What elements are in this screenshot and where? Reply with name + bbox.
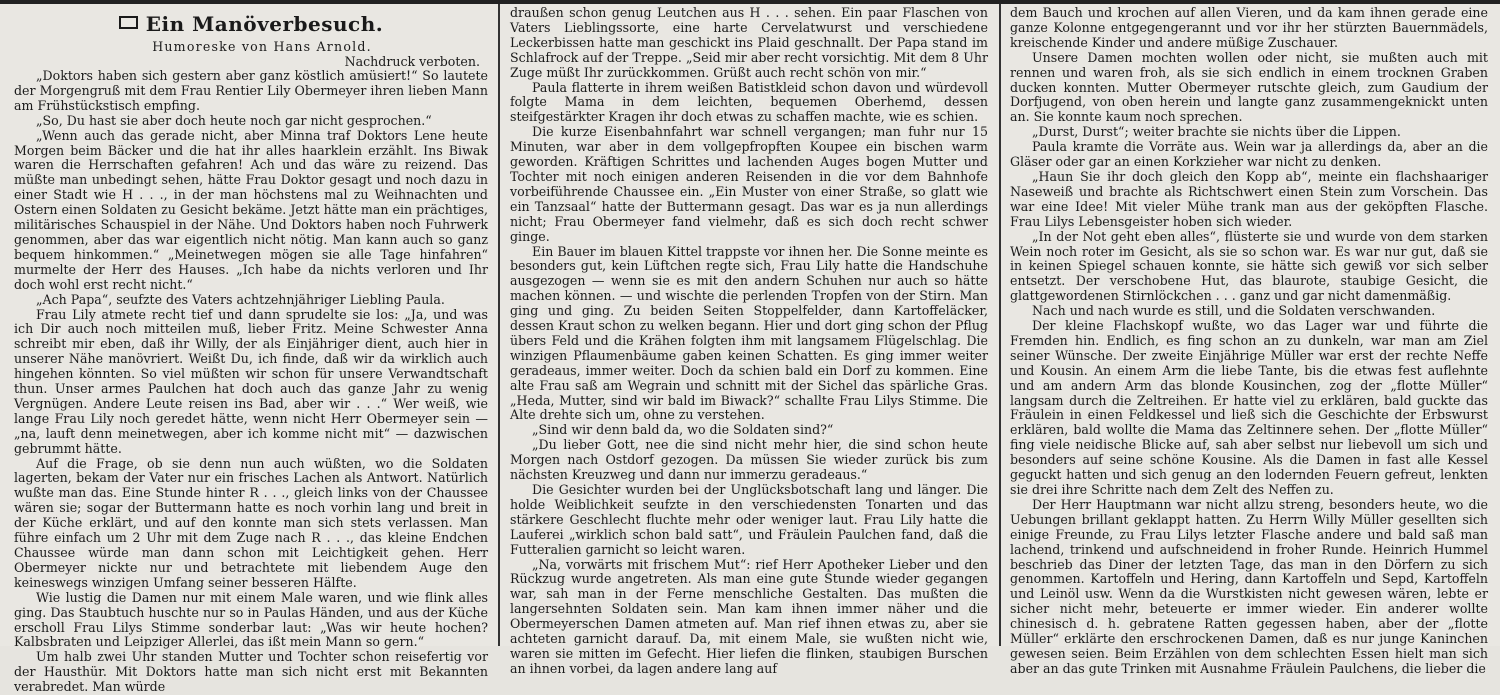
article-subtitle: Humoreske von Hans Arnold. <box>152 39 372 54</box>
paragraph: „Haun Sie ihr doch gleich den Kopp ab“, meinte ein flachshaariger Naseweiß und brachte als Richtschwert einen Stein zum Vorschein. Das war eine Idee! Mit vieler Mühe trank man aus der geköpften Flasche. Frau Lilys Lebensgeister hoben sich wieder. <box>1010 168 1488 229</box>
column-2 <box>510 5 988 676</box>
paragraph: Der kleine Flachskopf wußte, wo das Lager war und führte die Fremden hin. Endlich, es fing schon an zu dunkeln, war man am Ziel seiner Wünsche. Der zweite Einjährige Müller war erst der rechte Neffe und Kousin. An einem Arm die liebe Tante, bis die etwas fest auflehnte und am andern Arm das blonde Kousinchen, zog der „flotte Müller“ langsam durch die Zeltreihen. Er hatte viel zu erklären, bald guckte das Fräulein in einen Feldkessel und ließ sich die Geschichte der Erbswurst erklären, bald wollte die Mama das Zeltinnere sehen. Der „flotte Müller“ fing viele neidische Blicke auf, sah aber selbst nur liebevoll um sich und besonders auf seine schöne Kousine. Als die Damen in fast alle Kessel geguckt hatten und sich genug an den lodernden Feuern gefreut, lenkten sie drei ihre Schritte nach dem Zelt des Neffen zu. <box>1010 318 1488 497</box>
top-rule <box>0 0 1500 4</box>
column-1 <box>14 6 488 695</box>
paragraph: draußen schon genug Leutchen aus H . . . sehen. Ein paar Flaschen von Vaters Lieblingssorte, eine harte Cervelatwurst und verschiedene Leckerbissen hatte man geschickt ins Plaid geschnallt. Der Papa stand im Schlafrock auf der Treppe. „Seid mir aber recht vorsichtig. Mit dem 8 Uhr Zuge müßt Ihr zurückkommen. Grüßt auch recht schön von mir.“ <box>510 5 988 80</box>
paragraph: Paula kramte die Vorräte aus. Wein war ja allerdings da, aber an die Gläser oder gar an einen Korkzieher war nicht zu denken. <box>1010 139 1488 170</box>
paragraph: „Durst, Durst“; weiter brachte sie nichts über die Lippen. <box>1032 124 1401 140</box>
column-divider <box>498 4 500 646</box>
paragraph: Um halb zwei Uhr standen Mutter und Tochter schon reisefertig vor der Hausthür. Mit Doktors hatte man sich nicht erst mit Bekannten verabredet. Man würde <box>14 649 488 695</box>
paragraph: Paula flatterte in ihrem weißen Batistkleid schon davon und würdevoll folgte Mama in dem leichten, bequemen Oberhemd, dessen steifgestärkter Kragen ihr doch etwas zu schaffen machte, wie es schien. <box>510 79 988 125</box>
paragraph: „Ach Papa“, seufzte des Vaters achtzehnjähriger Liebling Paula. <box>36 291 445 307</box>
paragraph: „So, Du hast sie aber doch heute noch gar nicht gesprochen.“ <box>36 112 432 128</box>
paragraph: Auf die Frage, ob sie denn nun auch wüßten, wo die Soldaten lagerten, bekam der Vater nur ein frisches Lachen als Antwort. Natürlich wußte man das. Eine Stunde hinter R . . ., gleich links von der Chaussee wären sie; sogar der Buttermann hatte es noch vorhin lang und breit in der Küche erklärt, und auf den konnte man sich stets verlassen. Man führe einfach um 2 Uhr mit dem Zuge nach R . . ., das kleine Endchen Chaussee würde man dann schon mit Leichtigkeit gehen. Herr Obermeyer nickte nur und betrachtete mit liebendem Auge den keineswegs winzigen Umfang seiner besseren Hälfte. <box>14 455 488 590</box>
box-icon <box>119 16 138 29</box>
reprint-note: Nachdruck verboten. <box>344 54 480 69</box>
paragraph: Der Herr Hauptmann war nicht allzu streng, besonders heute, wo die Uebungen brillant geklappt hatten. Zu Herrn Willy Müller gesellten sich einige Freunde, zu Frau Lilys letzter Flasche andere und bald saß man lachend, trinkend und aufschneidend in froher Runde. Heinrich Hummel beschrieb das Diner der letzten Tage, das man in den Dörfern zu sich genommen. Kartoffeln und Hering, dann Kartoffeln und Sepd, Kartoffeln und Leinöl usw. Wenn da die Wurstkisten nicht gewesen wären, lebte er sicher nicht mehr, beteuerte er immer wieder. Ein anderer wollte chinesisch d. h. gebratene Ratten gegessen haben, aber der „flotte Müller“ erklärte den erschrockenen Damen, daß es nur junge Kaninchen gewesen seien. Beim Erzählen von dem schlechten Essen hielt man sich aber an das gute Trinken mit Ausnahme Fräulein Paulchens, die lieber die <box>1010 496 1488 676</box>
article-title <box>14 12 488 36</box>
paragraph: „Na, vorwärts mit frischem Mut“: rief Herr Apotheker Lieber und den Rückzug wurde angetreten. Als man eine gute Stunde wieder gegangen war, sah man in der Ferne menschliche Gestalten. Das mußten die langersehnten Soldaten sein. Man kam ihnen immer näher und die Obermeyerschen Damen atmeten auf. Man rief ihnen etwas zu, aber sie achteten garnicht darauf. Da, mit einem Male, sie wußten nicht wie, waren sie mitten im Gefecht. Hier liefen die flinken, staubigen Burschen an ihnen vorbei, da lagen andere lang auf <box>510 556 988 676</box>
paragraph: Die kurze Eisenbahnfahrt war schnell vergangen; man fuhr nur 15 Minuten, war aber in dem vollgepfropften Koupee ein bischen warm geworden. Kräftigen Schrittes und lachenden Auges bogen Mutter und Tochter mit noch einigen anderen Reisenden in die vor dem Bahnhofe vorbeiführende Chaussee ein. „Ein Muster von einer Straße, so glatt wie ein Tanzsaal“ hatte der Buttermann gesagt. Das war es ja nun allerdings nicht; Frau Obermeyer fand vielmehr, daß es sich doch recht schwer ginge. <box>510 124 988 244</box>
paragraph: dem Bauch und krochen auf allen Vieren, und da kam ihnen gerade eine ganze Kolonne entgegengerannt und vor ihr her stürzten Bauernmädels, kreischende Kinder und andere müßige Zuschauer. <box>1010 5 1488 50</box>
paragraph: „Du lieber Gott, nee die sind nicht mehr hier, die sind schon heute Morgen nach Ostdorf gezogen. Da müssen Sie wieder zurück bis zum nächsten Kreuzweg und dann nur immerzu geradeaus.“ <box>510 437 988 483</box>
paragraph: „Doktors haben sich gestern aber ganz köstlich amüsiert!“ So lautete der Morgengruß mit dem Frau Rentier Lily Obermeyer ihren lieben Mann am Frühstückstisch empfing. <box>14 68 488 113</box>
paragraph: Nach und nach wurde es still, und die Soldaten verschwanden. <box>1032 303 1436 319</box>
paragraph: Unsere Damen mochten wollen oder nicht, sie mußten auch mit rennen und waren froh, als sie sich endlich in einem trocknen Graben ducken konnten. Mutter Obermeyer rutschte gleich, zum Gaudium der Dorfjugend, von oben herein und langte ganz zusammengeknickt unten an. Sie konnte kaum noch sprechen. <box>1010 49 1488 125</box>
paragraph: „Sind wir denn bald da, wo die Soldaten sind?“ <box>532 422 834 438</box>
column-3 <box>1010 5 1488 676</box>
paragraph: „In der Not geht eben alles“, flüsterte sie und wurde von dem starken Wein noch roter im Gesicht, als sie so schon war. Es war nur gut, daß sie in keinen Spiegel schauen konnte, sie hätte sich gewiß vor sich selber entsetzt. Der verschobene Hut, das blaurote, staubige Gesicht, die glattgewordenen Stirnlöckchen . . . ganz und gar nicht damenmäßig. <box>1010 228 1488 304</box>
paragraph: Frau Lily atmete recht tief und dann sprudelte sie los: „Ja, und was ich Dir auch noch mitteilen muß, lieber Fritz. Meine Schwester Anna schreibt mir eben, daß ihr Willy, der als Einjähriger dient, auch hier in unserer Nähe manövriert. Weißt Du, ich finde, daß wir da wirklich auch hingehen könnten. So viel müßten wir schon für unsere Verwandtschaft thun. Unser armes Paulchen hat doch auch das ganze Jahr zu wenig Vergnügen. Andere Leute reisen ins Bad, aber wir . . .“ Wer weiß, wie lange Frau Lily noch geredet hätte, wenn nicht Herr Obermeyer sein — „na, lauft denn meinetwegen, aber ich komme nicht mit“ — dazwischen gebrummt hätte. <box>14 306 488 456</box>
column-divider <box>999 4 1001 646</box>
article-title-text: Ein Manöverbesuch. <box>145 12 384 36</box>
paragraph: Wie lustig die Damen nur mit einem Male waren, und wie flink alles ging. Das Staubtuch huschte nur so in Paulas Händen, und aus der Küche erscholl Frau Lilys Stimme sonderbar laut: „Was wir heute hochen? Kalbsbraten und Leipziger Allerlei, das ißt mein Mann so gern.“ <box>14 589 488 650</box>
paragraph: „Wenn auch das gerade nicht, aber Minna traf Doktors Lene heute Morgen beim Bäcker und die hat ihr alles haarklein erzählt. Ins Biwak waren die Herrschaften gefahren! Ach und das wäre zu reizend. Das müßte man unbedingt sehen, hätte Frau Doktor gesagt und noch dazu in einer Stadt wie H . . ., in der man höchstens mal zu Weihnachten und Ostern einen Soldaten zu Gesicht bekäme. Jetzt hätte man ein prächtiges, militärisches Schauspiel in der Nähe. Und Doktors haben noch Fuhrwerk genommen, aber das war eigentlich nicht nötig. Man kann auch so ganz bequem hinkommen.“ „Meinetwegen mögen sie alle Tage hinfahren“ murmelte der Herr des Hauses. „Ich habe da nichts verloren und Ihr doch wohl erst recht nicht.“ <box>14 127 488 292</box>
paragraph: Die Gesichter wurden bei der Unglücksbotschaft lang und länger. Die holde Weiblichkeit seufzte in den verschiedensten Tonarten und das stärkere Geschlecht fluchte mehr oder weniger laut. Frau Lily hatte die Lauferei „wirklich schon bald satt“, und Fräulein Paulchen fand, daß die Futteralien garnicht so leicht waren. <box>510 482 988 557</box>
paragraph: Ein Bauer im blauen Kittel trappste vor ihnen her. Die Sonne meinte es besonders gut, kein Lüftchen regte sich, Frau Lily hatte die Handschuhe ausgezogen — wenn sie es mit den andern Schuhen nur auch so hätte machen können. — und wischte die perlenden Tropfen von der Stirn. Man ging und ging. Zu beiden Seiten Stoppelfelder, dann Kartoffeläcker, dessen Kraut schon zu welken begann. Hier und dort ging schon der Pflug übers Feld und die Krähen folgten ihm mit langsamem Flügelschlag. Die winzigen Pflaumenbäume gaben keinen Schatten. Es ging immer weiter geradeaus, immer weiter. Doch da schien bald ein Dorf zu kommen. Eine alte Frau saß am Wegrain und schnitt mit der Sichel das spärliche Gras. „Heda, Mutter, sind wir bald im Biwack?“ schallte Frau Lilys Stimme. Die Alte drehte sich um, ohne zu verstehen. <box>510 243 988 423</box>
